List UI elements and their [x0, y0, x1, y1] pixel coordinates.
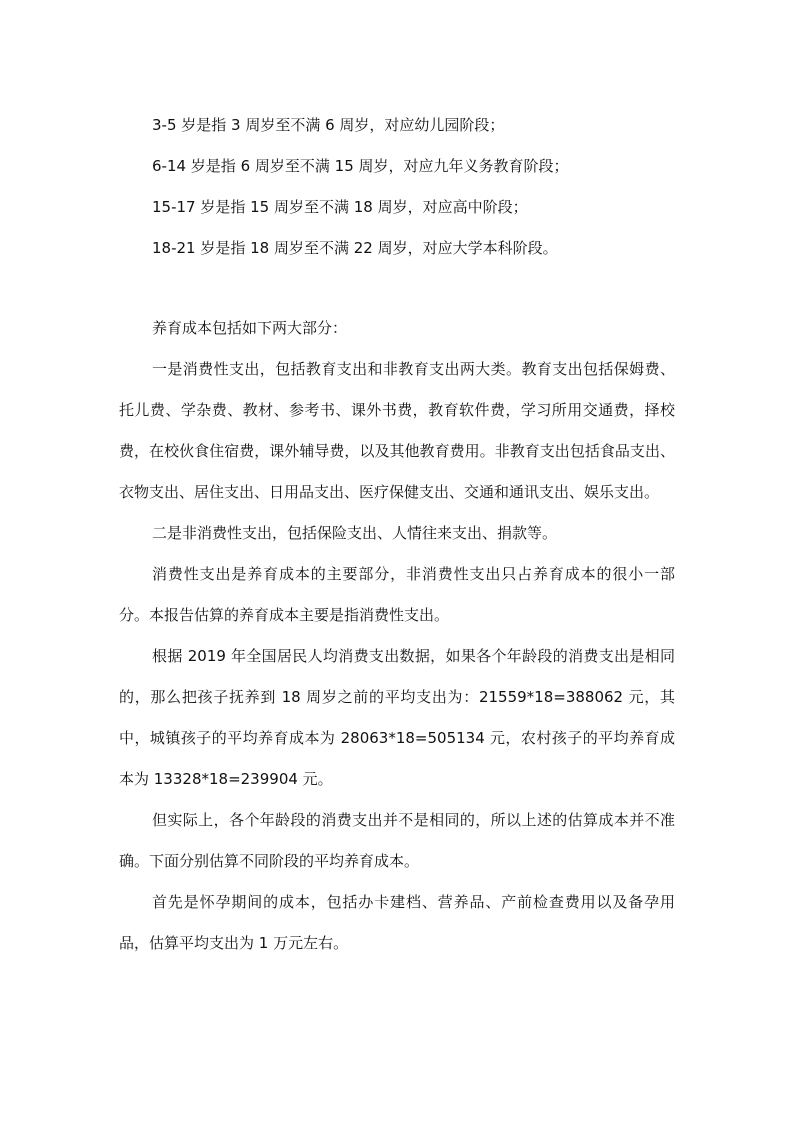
age-stage-list	[119, 105, 675, 269]
age-stage-18-21: 18-21 岁是指 18 周岁至不满 22 周岁，对应大学本科阶段。	[152, 239, 558, 257]
paragraph-main-part: 消费性支出是养育成本的主要部分，非消费性支出只占养育成本的很小一部分。本报告估算的养育成本主要是指消费性支出。	[119, 565, 675, 624]
paragraph-estimate-caveat: 但实际上，各个年龄段的消费支出并不是相同的，所以上述的估算成本并不准确。下面分别估算不同阶段的平均养育成本。	[119, 811, 675, 870]
age-stage-6-14: 6-14 岁是指 6 周岁至不满 15 周岁，对应九年义务教育阶段；	[152, 157, 569, 175]
paragraph-2019-estimate: 根据 2019 年全国居民人均消费支出数据，如果各个年龄段的消费支出是相同的，那么把孩子抚养到 18 周岁之前的平均支出为：21559*18=388062 元，其中，城镇孩子的平均养育成本为 28063*18=505134 元，农村孩子的平均养育成本为 13328*18=239904 元。	[119, 647, 675, 788]
age-stage-3-5: 3-5 岁是指 3 周岁至不满 6 周岁，对应幼儿园阶段；	[152, 116, 505, 134]
paragraph-non-consumption-expense: 二是非消费性支出，包括保险支出、人情往来支出、捐款等。	[152, 524, 558, 542]
body-text	[119, 308, 675, 964]
paragraph-cost-intro: 养育成本包括如下两大部分：	[152, 319, 348, 337]
paragraph-consumption-expense: 一是消费性支出，包括教育支出和非教育支出两大类。教育支出包括保姆费、托儿费、学杂费、教材、参考书、课外书费，教育软件费，学习所用交通费，择校费，在校伙食住宿费，课外辅导费，以及其他教育费用。非教育支出包括食品支出、衣物支出、居住支出、日用品支出、医疗保健支出、交通和通讯支出、娱乐支出。	[119, 360, 675, 501]
age-stage-15-17: 15-17 岁是指 15 周岁至不满 18 周岁，对应高中阶段；	[152, 198, 528, 216]
paragraph-pregnancy-cost: 首先是怀孕期间的成本，包括办卡建档、营养品、产前检查费用以及备孕用品，估算平均支出为 1 万元左右。	[119, 893, 675, 952]
